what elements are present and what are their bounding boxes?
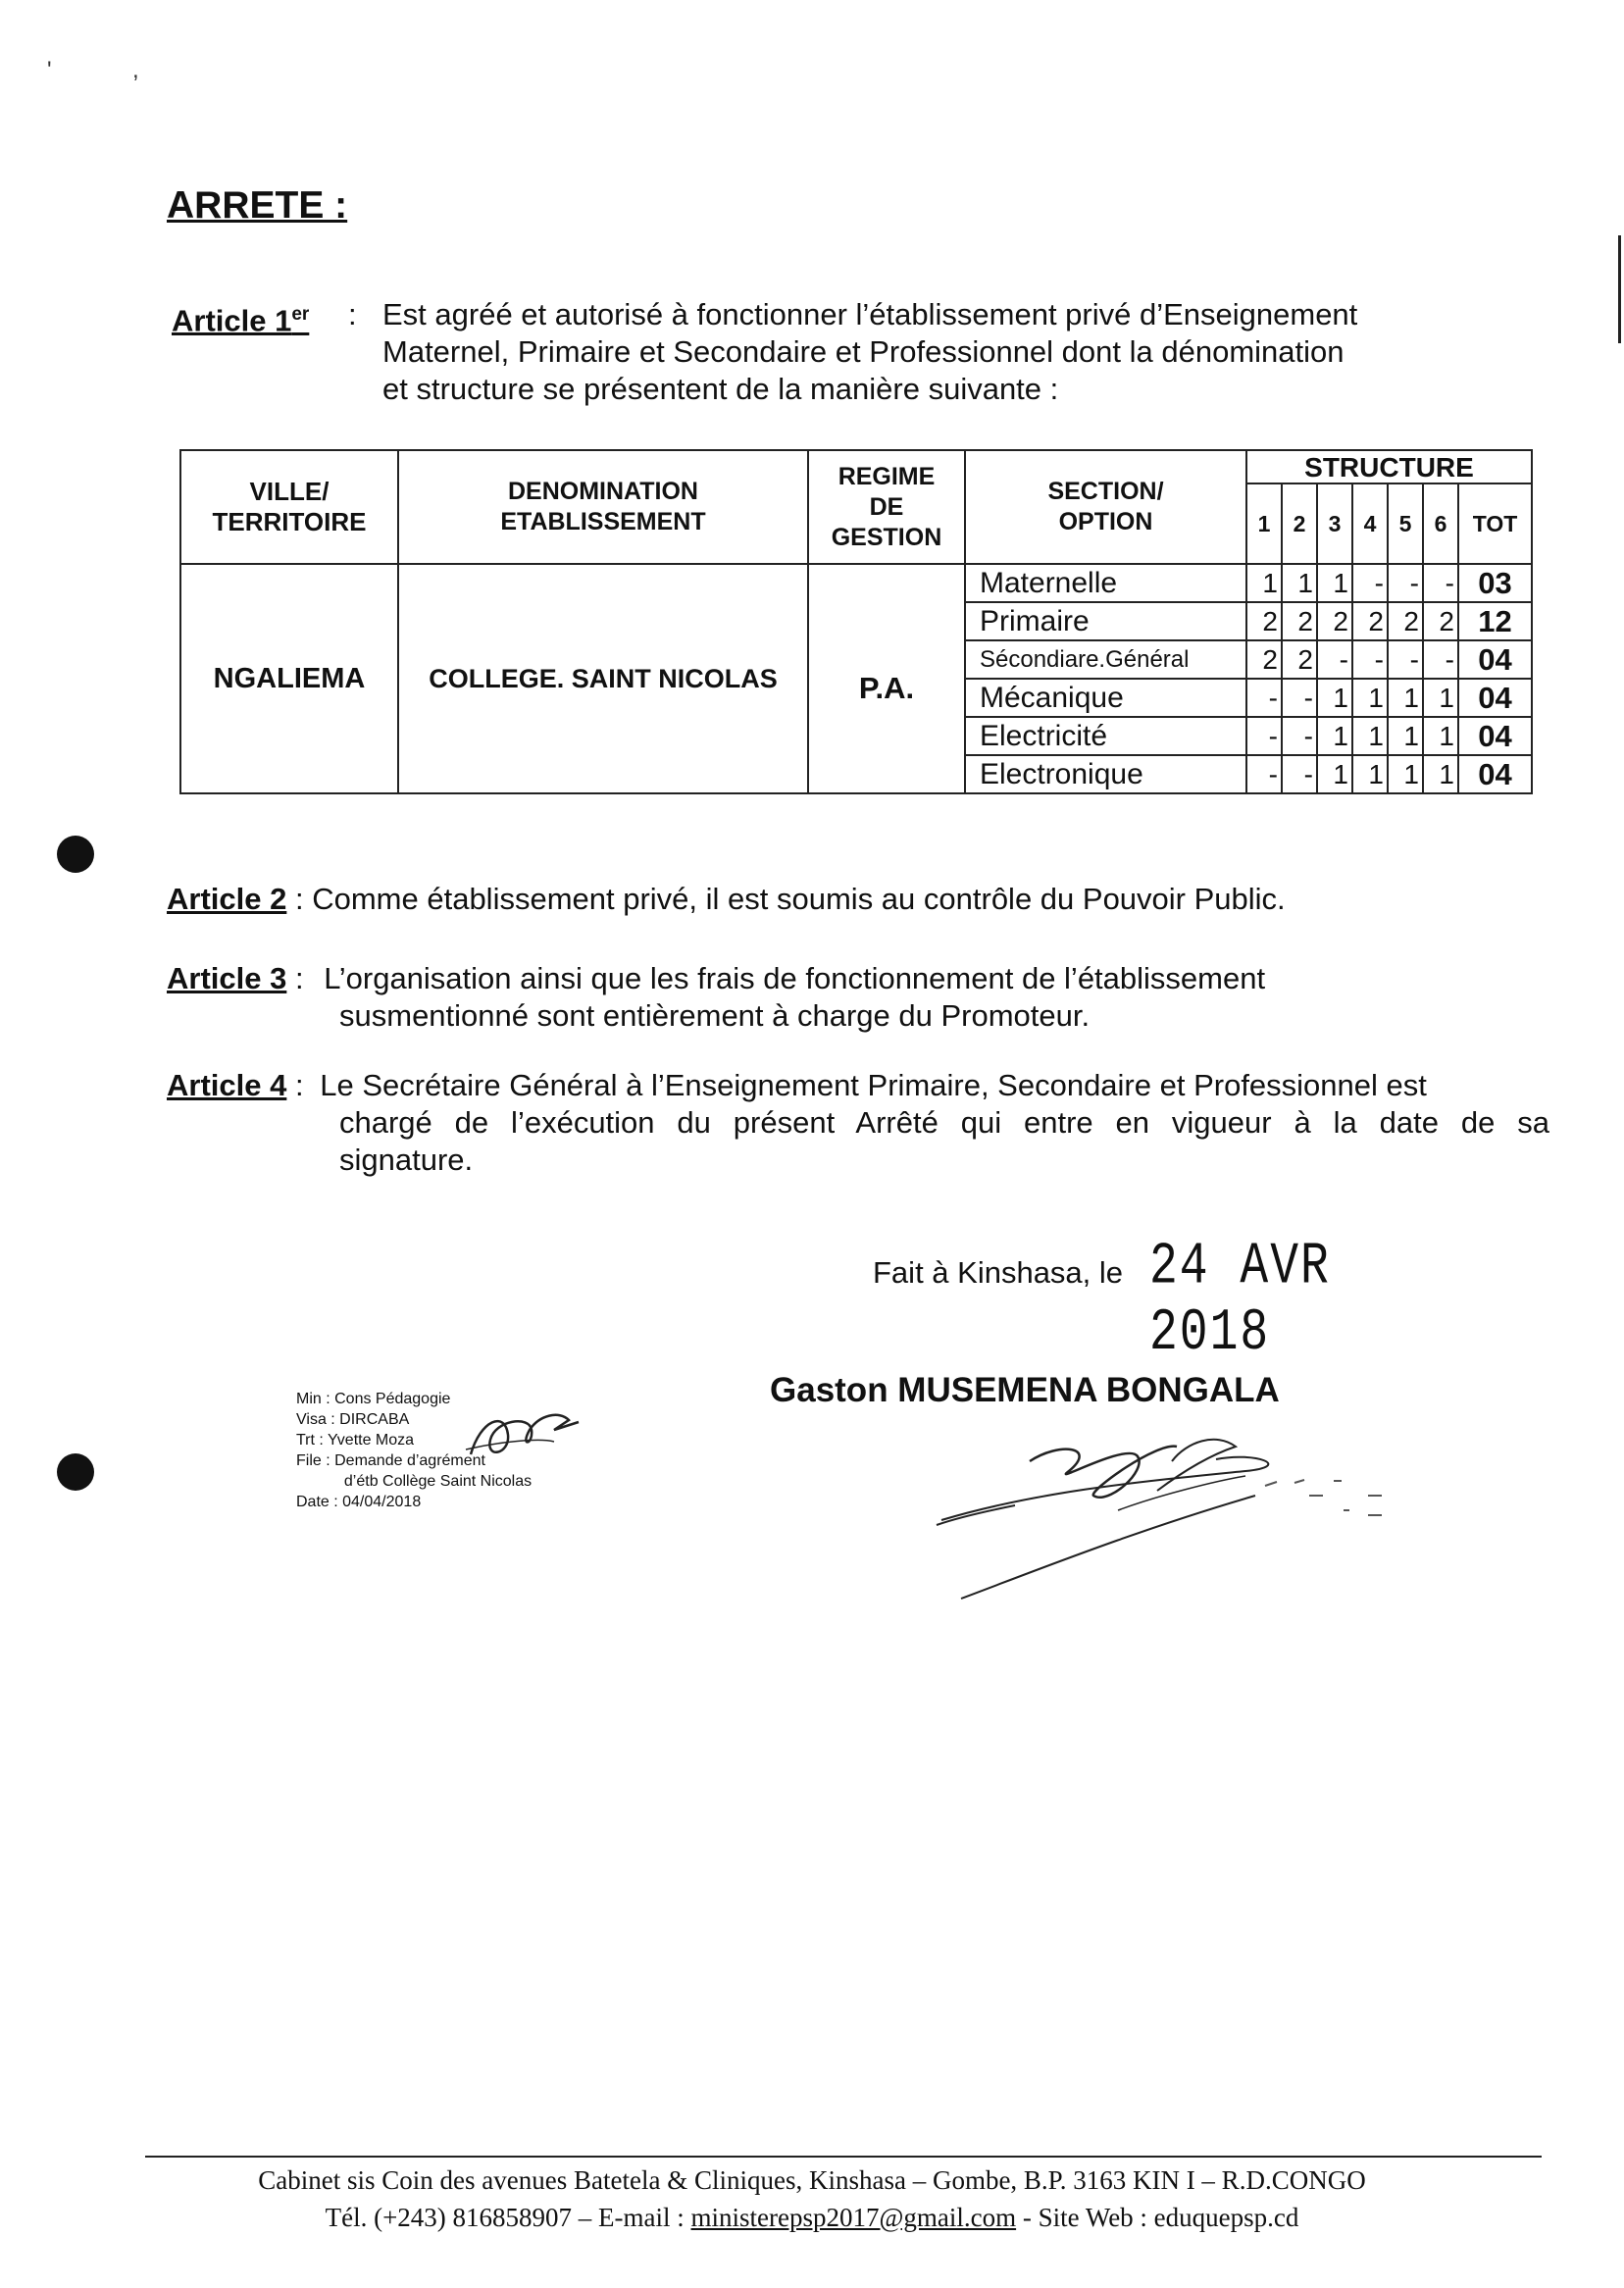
article-2-label: Article 2 xyxy=(167,882,287,916)
cell-year: 2 xyxy=(1388,602,1423,640)
cell-denomination: COLLEGE. SAINT NICOLAS xyxy=(398,564,808,793)
cell-year: - xyxy=(1282,717,1317,755)
scan-mark: ' xyxy=(47,57,52,83)
article-2 xyxy=(167,881,1540,918)
header-year-5: 5 xyxy=(1388,483,1423,564)
cell-year: - xyxy=(1352,640,1388,679)
article-1-label: Article 1er xyxy=(172,303,310,338)
date-prefix: Fait à Kinshasa, le xyxy=(873,1255,1124,1290)
cell-year: 1 xyxy=(1352,717,1388,755)
header-year-4: 4 xyxy=(1352,483,1388,564)
header-regime: REGIME DE GESTION xyxy=(808,450,965,564)
cell-year: 2 xyxy=(1282,602,1317,640)
article-4-colon: : xyxy=(294,1068,304,1102)
header-year-2: 2 xyxy=(1282,483,1317,564)
cell-year: - xyxy=(1246,755,1282,793)
header-structure: STRUCTURE xyxy=(1246,450,1532,483)
footer-rule xyxy=(145,2156,1542,2158)
cell-tot: 04 xyxy=(1458,679,1532,717)
cell-year: 1 xyxy=(1246,564,1282,602)
article-2-text: Comme établissement privé, il est soumis au contrôle du Pouvoir Public. xyxy=(312,882,1286,916)
cell-section: Sécondiare.Général xyxy=(965,640,1246,679)
cell-tot: 04 xyxy=(1458,717,1532,755)
header-denomination: DENOMINATION ETABLISSEMENT xyxy=(398,450,808,564)
cell-year: 1 xyxy=(1423,679,1458,717)
article-3-label: Article 3 xyxy=(167,961,287,995)
article-2-colon: : xyxy=(294,882,304,916)
cell-year: 1 xyxy=(1282,564,1317,602)
cell-year: 1 xyxy=(1317,755,1352,793)
cell-year: 1 xyxy=(1317,717,1352,755)
cell-tot: 12 xyxy=(1458,602,1532,640)
cell-year: - xyxy=(1388,564,1423,602)
article-1-line: Maternel, Primaire et Secondaire et Professionnel dont la dénomination xyxy=(382,334,1345,369)
header-year-3: 3 xyxy=(1317,483,1352,564)
cell-year: 1 xyxy=(1317,679,1352,717)
cell-year: 1 xyxy=(1388,755,1423,793)
article-4-line: signature. xyxy=(339,1143,474,1177)
cell-ville: NGALIEMA xyxy=(180,564,398,793)
cell-year: - xyxy=(1282,679,1317,717)
cell-year: - xyxy=(1352,564,1388,602)
cell-year: - xyxy=(1317,640,1352,679)
cell-tot: 03 xyxy=(1458,564,1532,602)
cell-year: 1 xyxy=(1423,755,1458,793)
article-3-line: susmentionné sont entièrement à charge du Promoteur. xyxy=(339,998,1091,1033)
memo-line: Visa : DIRCABA xyxy=(296,1411,410,1428)
memo-line: d’étb Collège Saint Nicolas xyxy=(296,1473,533,1490)
cell-year: 1 xyxy=(1352,679,1388,717)
article-4 xyxy=(167,1067,1549,1179)
cell-year: 2 xyxy=(1423,602,1458,640)
header-year-6: 6 xyxy=(1423,483,1458,564)
cell-year: 2 xyxy=(1317,602,1352,640)
cell-year: - xyxy=(1423,564,1458,602)
article-4-label: Article 4 xyxy=(167,1068,287,1102)
footer-address: Cabinet sis Coin des avenues Batetela & Cliniques, Kinshasa – Gombe, B.P. 3163 KIN I – R.D.CONGO xyxy=(258,2165,1366,2195)
article-4-line: chargé de l’exécution du présent Arrêté qui entre en vigueur à la date de sa xyxy=(339,1105,1549,1140)
footer-contact xyxy=(0,2203,1624,2233)
memo-line: Date : 04/04/2018 xyxy=(296,1494,422,1510)
cell-tot: 04 xyxy=(1458,755,1532,793)
date-stamp: 24 AVR 2018 xyxy=(1149,1234,1331,1367)
cell-year: - xyxy=(1246,717,1282,755)
page-title: ARRETE : xyxy=(167,184,348,227)
table-row xyxy=(180,564,1532,602)
cell-year: 1 xyxy=(1317,564,1352,602)
article-3 xyxy=(167,960,1540,1035)
cell-year: 1 xyxy=(1388,679,1423,717)
cell-section: Maternelle xyxy=(965,564,1246,602)
cell-year: 2 xyxy=(1282,640,1317,679)
article-3-colon: : xyxy=(294,961,304,995)
cell-regime: P.A. xyxy=(808,564,965,793)
article-4-line: Le Secrétaire Général à l’Enseignement Primaire, Secondaire et Professionnel est xyxy=(320,1068,1427,1102)
cell-year: - xyxy=(1423,640,1458,679)
signatory-name: Gaston MUSEMENA BONGALA xyxy=(770,1371,1280,1409)
header-ville: VILLE/ TERRITOIRE xyxy=(180,450,398,564)
cell-section: Electronique xyxy=(965,755,1246,793)
cell-year: 2 xyxy=(1352,602,1388,640)
cell-year: - xyxy=(1282,755,1317,793)
cell-year: 1 xyxy=(1423,717,1458,755)
cell-year: 2 xyxy=(1246,640,1282,679)
structure-table xyxy=(179,449,1533,794)
initials-paraph xyxy=(461,1400,588,1469)
cell-section: Mécanique xyxy=(965,679,1246,717)
memo-line: Trt : Yvette Moza xyxy=(296,1432,415,1449)
punch-hole xyxy=(57,1453,94,1491)
cell-year: 1 xyxy=(1352,755,1388,793)
footer-phone: Tél. (+243) 816858907 – E-mail : xyxy=(325,2203,691,2232)
header-year-1: 1 xyxy=(1246,483,1282,564)
article-1-colon: : xyxy=(348,297,357,331)
scan-mark: , xyxy=(132,57,139,83)
memo-line: File : Demande d’agrément xyxy=(296,1452,485,1469)
article-1-line: et structure se présentent de la manière suivante : xyxy=(382,372,1059,406)
footer-email-link[interactable]: ministerepsp2017@gmail.com xyxy=(690,2203,1017,2232)
cell-section: Primaire xyxy=(965,602,1246,640)
footer-website: - Site Web : eduquepsp.cd xyxy=(1016,2203,1299,2232)
punch-hole xyxy=(57,836,94,873)
signature xyxy=(922,1402,1432,1618)
cell-year: - xyxy=(1246,679,1282,717)
cell-section: Electricité xyxy=(965,717,1246,755)
cell-year: 2 xyxy=(1246,602,1282,640)
article-3-line: L’organisation ainsi que les frais de fonctionnement de l’établissement xyxy=(324,961,1266,995)
article-1-line: Est agréé et autorisé à fonctionner l’établissement privé d’Enseignement xyxy=(382,297,1358,331)
cell-tot: 04 xyxy=(1458,640,1532,679)
right-edge-mark xyxy=(1618,235,1621,343)
date-line xyxy=(873,1234,1422,1367)
header-tot: TOT xyxy=(1458,483,1532,564)
memo-line: Min : Cons Pédagogie xyxy=(296,1391,451,1407)
cell-year: 1 xyxy=(1388,717,1423,755)
cell-year: - xyxy=(1388,640,1423,679)
header-section: SECTION/ OPTION xyxy=(965,450,1246,564)
